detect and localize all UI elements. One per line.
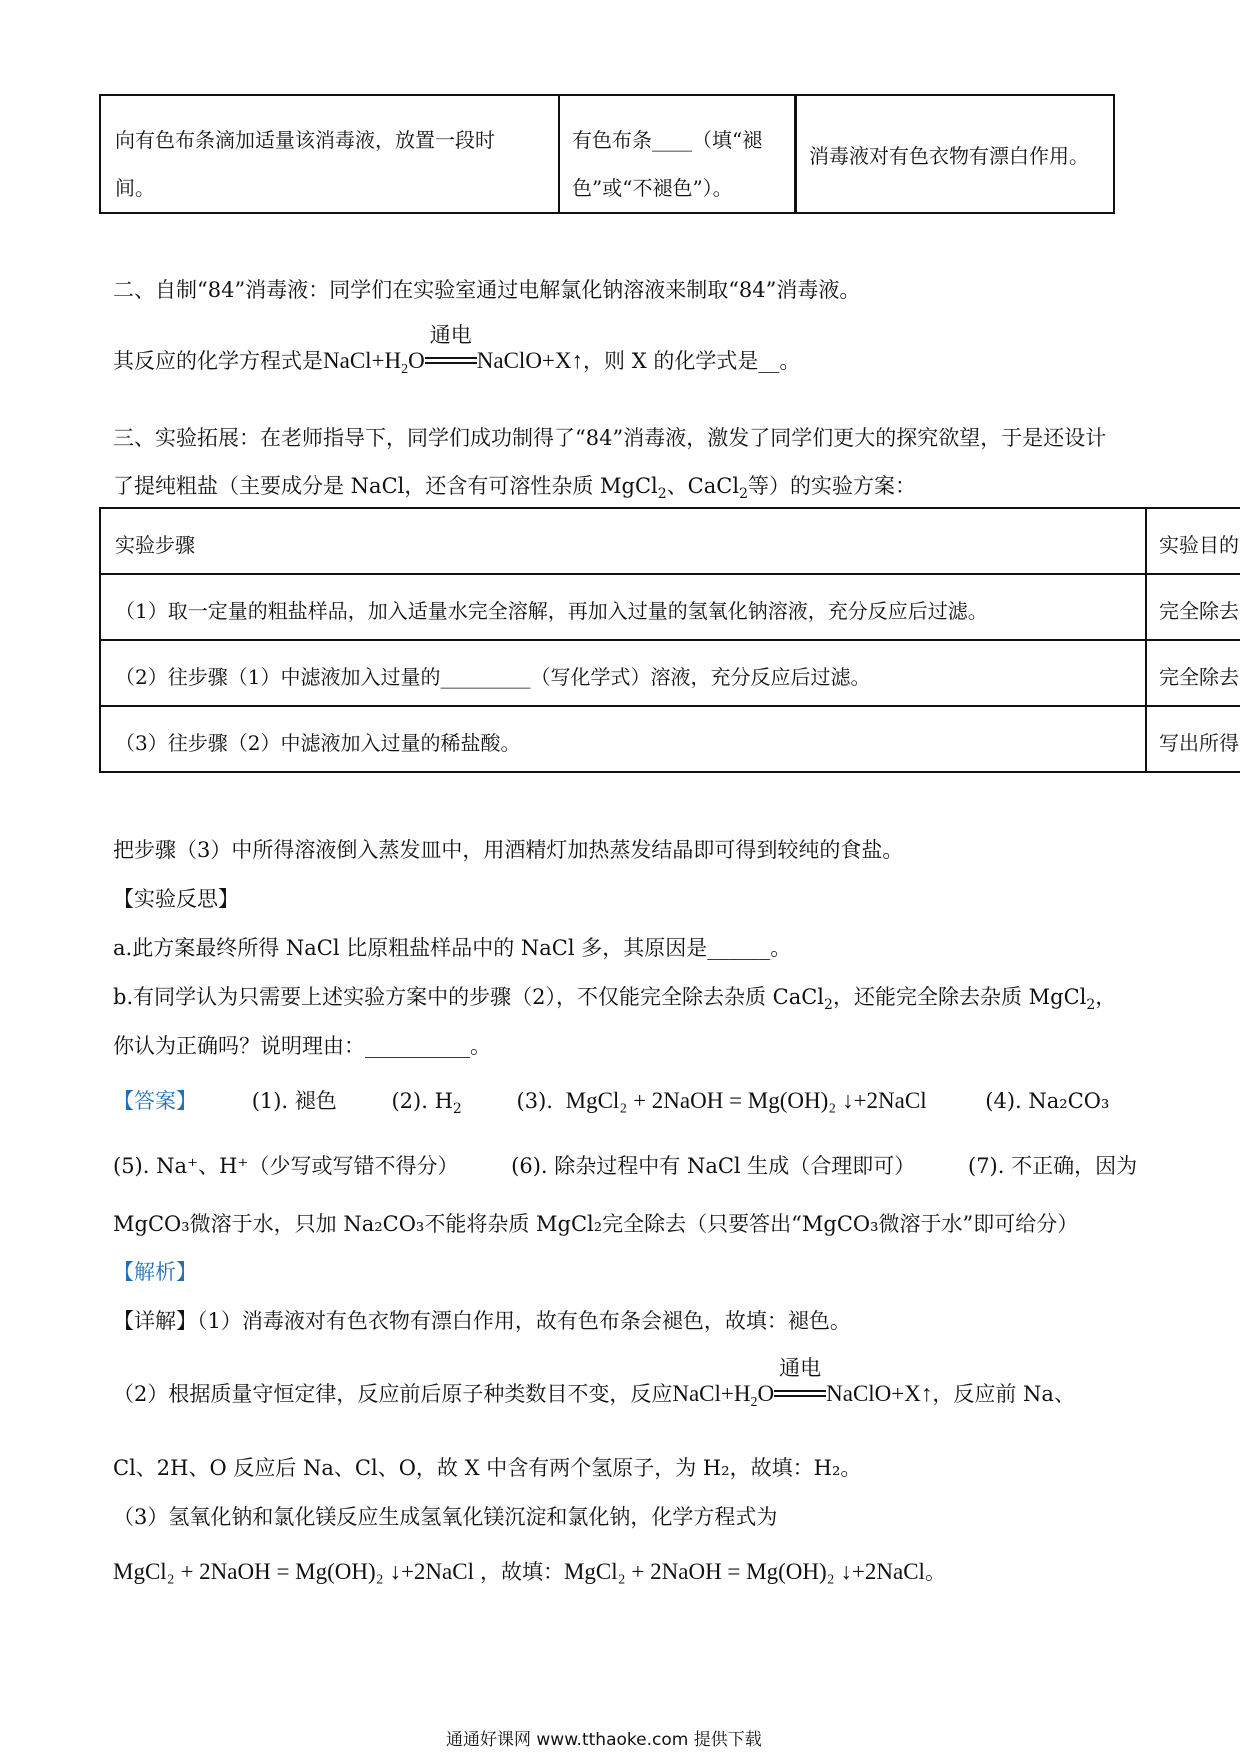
analysis-detail-2: （2）根据质量守恒定律，反应前后原子种类数目不变，反应$NaCl+H_2O$ 通电 NaClO+X↑，反应前 Na、 [113, 1356, 1075, 1410]
answer-line1 [113, 1085, 1109, 1117]
question-a: a.此方案最终所得 NaCl 比原粗盐样品中的 NaCl 多，其原因是______。 [113, 936, 792, 960]
electrolysis-condition: 通电 [425, 349, 477, 373]
answer-5: (5). Na⁺、H⁺（少写或写错不得分） [113, 1154, 459, 1178]
section3-line2: 了提纯粗盐（主要成分是 NaCl，还含有可溶性杂质 MgCl$_2$、CaCl$_2$等）的实验方案： [113, 474, 916, 502]
result-table [99, 94, 1115, 214]
experiment-table [99, 507, 1240, 773]
answer-4: (4). Na₂CO₃ [985, 1089, 1110, 1113]
evaporation-paragraph: 把步骤（3）中所得溶液倒入蒸发皿中，用酒精灯加热蒸发结晶即可得到较纯的食盐。 [113, 838, 904, 862]
section2-heading: 二、自制“84”消毒液：同学们在实验室通过电解氯化钠溶液来制取“84”消毒液。 [113, 278, 861, 302]
answer-line2 [113, 1150, 1137, 1180]
answer-3-label: (3). [516, 1089, 553, 1113]
goal-row-2: 完全除去 [1159, 665, 1239, 689]
header-step: 实验步骤 [115, 533, 195, 557]
electrolysis-condition-2: 通电 [774, 1382, 826, 1406]
analysis-detail-3-equation: MgCl₂ + 2NaOH = Mg(OH)₂ ↓+2NaCl ，故填：MgCl₂ + 2NaOH = Mg(OH)₂ ↓+2NaCl。 [113, 1559, 946, 1584]
analysis-detail-2-cont: Cl、2H、O 反应后 Na、Cl、O，故 X 中含有两个氢原子，为 H₂，故填：H₂。 [113, 1456, 862, 1480]
step-row-2: （2）往步骤（1）中滤液加入过量的_________（写化学式）溶液，充分反应后过滤。 [115, 665, 871, 689]
analysis-detail-1: 【详解】（1）消毒液对有色衣物有漂白作用，故有色布条会褪色，故填：褪色。 [113, 1309, 851, 1333]
goal-row-1: 完全除去 [1159, 599, 1239, 623]
answer-6: (6). 除杂过程中有 NaCl 生成（合理即可） [511, 1154, 916, 1178]
section3-line1: 三、实验拓展：在老师指导下，同学们成功制得了“84”消毒液，激发了同学们更大的探究欲望，于是还设计 [113, 426, 1107, 450]
table1-phenomenon-cell: 有色布条____（填“褪 色”或“不褪色”）。 [572, 128, 763, 200]
answer-1: (1). 褪色 [251, 1089, 337, 1113]
table1-operation-cell: 向有色布条滴加适量该消毒液，放置一段时 间。 [115, 128, 495, 200]
analysis-tag: 【解析】 [113, 1260, 197, 1284]
section2-equation-line: 其反应的化学方程式是$NaCl+H_2O$ 通电 NaClO+X↑，则 X 的化学式是__。 [113, 323, 801, 377]
page-footer: 通通好课网 www.tthaoke.com 提供下载 [446, 1730, 762, 1750]
answer-3-formula: MgCl₂ + 2NaOH = Mg(OH)₂ ↓+2NaCl [565, 1088, 927, 1113]
table1-conclusion-cell: 消毒液对有色衣物有漂白作用。 [809, 144, 1089, 168]
answer-tag: 【答案】 [113, 1089, 197, 1113]
header-goal: 实验目的 [1159, 533, 1239, 557]
reflection-title: 【实验反思】 [113, 887, 239, 911]
answer-7: (7). 不正确，因为 [968, 1154, 1138, 1178]
question-b-line2: 你认为正确吗？说明理由：__________。 [113, 1034, 491, 1058]
question-b-line1: b.有同学认为只需要上述实验方案中的步骤（2），不仅能完全除去杂质 CaCl$_2$，还能完全除去杂质 MgCl$_2$， [113, 985, 1117, 1013]
analysis-detail-3: （3）氢氧化钠和氯化镁反应生成氢氧化镁沉淀和氯化钠，化学方程式为 [113, 1505, 778, 1529]
answer-line3: MgCO₃微溶于水，只加 Na₂CO₃不能将杂质 MgCl₂完全除去（只要答出“MgCO₃微溶于水”即可给分） [113, 1212, 1079, 1236]
step-row-1: （1）取一定量的粗盐样品，加入适量水完全溶解，再加入过量的氢氧化钠溶液，充分反应后过滤。 [115, 599, 988, 623]
step-row-3: （3）往步骤（2）中滤液加入过量的稀盐酸。 [115, 731, 521, 755]
goal-row-3: 写出所得 [1159, 731, 1239, 755]
answer-2: (2). $H_2$ [391, 1089, 462, 1117]
